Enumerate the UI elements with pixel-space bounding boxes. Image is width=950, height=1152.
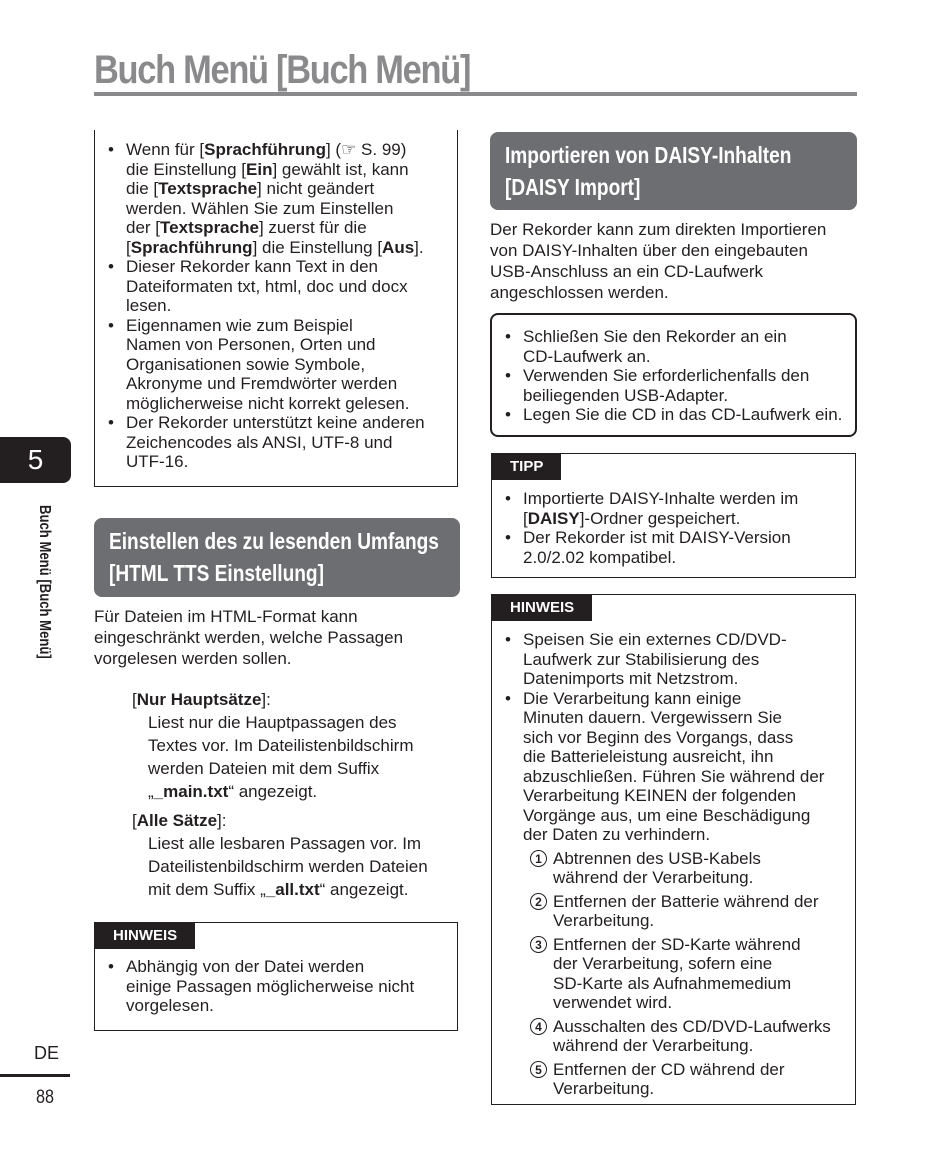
option-desc: Liest alle lesbaren Passagen vor. Im Dateilistenbildschirm werden Dateien mit dem Suffix „_all.txt“ angezeigt. [148,834,428,899]
section-heading-daisy [490,132,857,210]
section-heading-line: Einstellen des zu lesenden Umfangs [109,528,439,554]
daisy-steps-list [492,327,855,425]
numbered-item [530,892,855,931]
note-box-left [94,922,458,1031]
side-section-label-text: Buch Menü [Buch Menü] [36,505,53,659]
number-circle-icon: 2 [530,893,547,910]
html-tts-options [132,688,462,901]
section-heading-line: Importieren von DAISY-Inhalten [505,142,792,168]
language-code: DE [34,1043,60,1063]
option-label: [Alle Sätze]: [132,811,227,830]
text-line: USB-Anschluss an ein CD-Laufwerk [490,262,764,281]
note-tag: HINWEIS [95,923,195,949]
language-rule [0,1074,70,1077]
option-label: [Nur Hauptsätze]: [132,690,271,709]
option-desc: Liest nur die Hauptpassagen des Textes vor. Im Dateilistenbildschirm werden Dateien mit dem Suffix „_main.txt“ angezeigt. [148,713,414,801]
page-title: Buch Menü [Buch Menü] [94,48,471,92]
list-item: • Die Verarbeitung kann einige Minuten dauern. Vergewissern Sie sich vor Beginn des Vorgangs, dass die Batterieleistung ausreicht, ihn abzuschließen. Führen Sie während der Verarbeitung KEINEN der folgenden Vorgänge aus, um eine Beschädigung der Daten zu verhindern. [492,689,855,845]
list-item: • Schließen Sie den Rekorder an ein CD-Laufwerk an. [492,327,855,366]
list-item: • Der Rekorder ist mit DAISY-Version 2.0/2.02 kompatibel. [492,528,855,567]
section-heading-line: [DAISY Import] [505,174,641,200]
list-item: • Verwenden Sie erforderlichenfalls den beiliegenden USB-Adapter. [492,366,855,405]
tip-list [492,489,855,567]
numbered-list [530,849,855,1099]
number-circle-icon: 1 [530,850,547,867]
note-box-right [491,594,856,1105]
tip-box [491,453,856,578]
numbered-item-text: Abtrennen des USB-Kabels während der Verarbeitung. [553,848,761,887]
side-section-label [20,505,60,705]
numbered-item-text: Ausschalten des CD/DVD-Laufwerks während der Verarbeitung. [553,1016,831,1055]
number-circle-icon: 5 [530,1061,547,1078]
section-heading-html-tts [94,518,460,597]
html-tts-intro [94,606,460,669]
text-line: von DAISY-Inhalten über den eingebauten [490,241,808,260]
tip-tag: TIPP [492,454,561,480]
numbered-item [530,849,855,888]
text-line: Für Dateien im HTML-Format kann [94,607,358,626]
left-notes-list [95,140,457,472]
numbered-item-text: Entfernen der SD-Karte während der Verarbeitung, sofern eine SD-Karte als Aufnahmemedium verwendet wird. [553,934,801,1012]
left-notes-box [94,130,458,487]
number-circle-icon: 3 [530,936,547,953]
list-item: • Legen Sie die CD in das CD-Laufwerk ein. [492,405,855,425]
list-item: • Abhängig von der Datei werden einige Passagen möglicherweise nicht vorgelesen. [95,957,457,1016]
numbered-item-text: Entfernen der CD während der Verarbeitung. [553,1059,785,1098]
numbered-item [530,1060,855,1099]
numbered-item [530,935,855,1013]
note-list [95,957,457,1016]
text-line: Der Rekorder kann zum direkten Importieren [490,220,827,239]
numbered-item-text: Entfernen der Batterie während der Verarbeitung. [553,891,819,930]
text-line: angeschlossen werden. [490,283,669,302]
note-tag: HINWEIS [492,595,592,621]
numbered-item [530,1017,855,1056]
list-item: • Eigennamen wie zum Beispiel Namen von Personen, Orten und Organisationen sowie Symbole, Akronyme und Fremdwörter werden möglicherweise nicht korrekt gelesen. [95,316,457,414]
daisy-steps-box [490,313,857,437]
note-list [492,630,855,845]
title-rule [94,92,857,96]
chapter-tab: 5 [0,437,71,483]
section-heading-line: [HTML TTS Einstellung] [109,560,324,586]
page-number: 88 [36,1087,54,1108]
text-line: eingeschränkt werden, welche Passagen [94,628,404,647]
list-item: • Speisen Sie ein externes CD/DVD- Laufwerk zur Stabilisierung des Datenimports mit Netzstrom. [492,630,855,689]
list-item: • Dieser Rekorder kann Text in den Dateiformaten txt, html, doc und docx lesen. [95,257,457,316]
list-item: • Importierte DAISY-Inhalte werden im [DAISY]-Ordner gespeichert. [492,489,855,528]
number-circle-icon: 4 [530,1018,547,1035]
list-item: • Der Rekorder unterstützt keine anderen Zeichencodes als ANSI, UTF-8 und UTF-16. [95,413,457,472]
text-line: vorgelesen werden sollen. [94,649,292,668]
daisy-intro [490,219,860,303]
list-item: • Wenn für [Sprachführung] (☞ S. 99) die Einstellung [Ein] gewählt ist, kann die [Textsprache] nicht geändert werden. Wählen Sie zum Einstellen der [Textsprache] zuerst für die [Sprachführung] die Einstellung [Aus]. [95,140,457,257]
